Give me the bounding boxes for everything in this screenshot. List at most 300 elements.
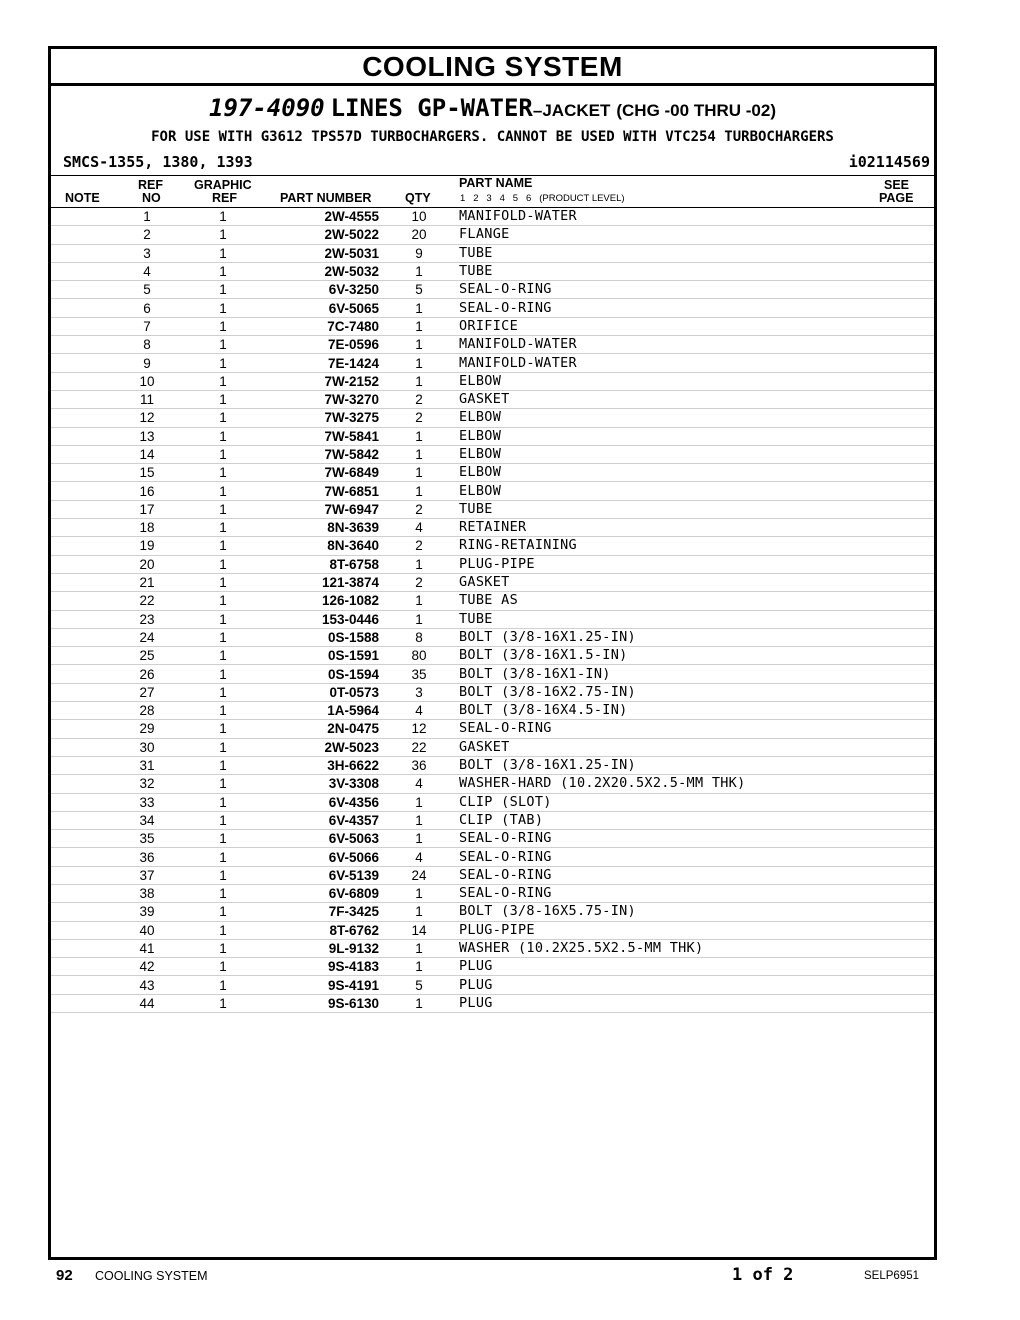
row-graphic-ref: 1 (183, 500, 263, 518)
row-qty: 1 (379, 592, 459, 610)
row-note (51, 519, 111, 537)
row-note (51, 537, 111, 555)
row-qty: 36 (379, 756, 459, 774)
row-part-number: 0S-1591 (263, 647, 379, 665)
page-frame (48, 46, 937, 1260)
col-graphic-line1: GRAPHIC (194, 178, 252, 192)
row-qty: 20 (379, 226, 459, 244)
row-ref-no: 28 (111, 702, 183, 720)
table-row (51, 537, 934, 555)
row-graphic-ref: 1 (183, 738, 263, 756)
row-part-number: 7W-3270 (263, 390, 379, 408)
row-ref-no: 8 (111, 336, 183, 354)
row-see-page (874, 811, 934, 829)
row-part-number: 2W-4555 (263, 208, 379, 226)
table-row (51, 793, 934, 811)
row-see-page (874, 921, 934, 939)
row-part-name: WASHER-HARD (10.2X20.5X2.5-MM THK) (459, 775, 874, 793)
row-part-name: SEAL-O-RING (459, 281, 874, 299)
table-row (51, 921, 934, 939)
row-see-page (874, 354, 934, 372)
row-part-name: TUBE (459, 244, 874, 262)
row-see-page (874, 720, 934, 738)
group-header (51, 94, 934, 147)
row-ref-no: 26 (111, 665, 183, 683)
group-part-number: 197-4090 (209, 94, 325, 122)
row-part-name: SEAL-O-RING (459, 866, 874, 884)
row-see-page (874, 555, 934, 573)
row-qty: 1 (379, 354, 459, 372)
row-qty: 1 (379, 939, 459, 957)
row-part-name: GASKET (459, 573, 874, 591)
row-note (51, 336, 111, 354)
row-part-name: MANIFOLD-WATER (459, 208, 874, 226)
col-ref-line1: REF (138, 178, 163, 192)
row-note (51, 866, 111, 884)
row-part-number: 3V-3308 (263, 775, 379, 793)
row-part-name: MANIFOLD-WATER (459, 336, 874, 354)
row-note (51, 793, 111, 811)
col-see-line1: SEE (884, 178, 910, 192)
row-graphic-ref: 1 (183, 464, 263, 482)
row-note (51, 390, 111, 408)
table-row (51, 756, 934, 774)
row-part-name: BOLT (3/8-16X1.25-IN) (459, 628, 874, 646)
row-qty: 1 (379, 830, 459, 848)
row-graphic-ref: 1 (183, 720, 263, 738)
table-row (51, 848, 934, 866)
row-note (51, 573, 111, 591)
row-see-page (874, 592, 934, 610)
row-graphic-ref: 1 (183, 994, 263, 1012)
row-ref-no: 40 (111, 921, 183, 939)
col-part-name: PART NAME (459, 176, 533, 190)
row-ref-no: 4 (111, 262, 183, 280)
row-part-number: 7W-5841 (263, 427, 379, 445)
row-note (51, 756, 111, 774)
group-usage-note: FOR USE WITH G3612 TPS57D TURBOCHARGERS. CANNOT BE USED WITH VTC254 TURBOCHARGERS (151, 129, 834, 145)
row-ref-no: 16 (111, 482, 183, 500)
row-note (51, 354, 111, 372)
row-part-name: TUBE (459, 500, 874, 518)
row-part-name: PLUG (459, 958, 874, 976)
row-see-page (874, 866, 934, 884)
table-row (51, 519, 934, 537)
row-graphic-ref: 1 (183, 866, 263, 884)
row-ref-no: 17 (111, 500, 183, 518)
row-graphic-ref: 1 (183, 262, 263, 280)
row-note (51, 317, 111, 335)
row-qty: 1 (379, 317, 459, 335)
row-see-page (874, 939, 934, 957)
row-graphic-ref: 1 (183, 592, 263, 610)
row-note (51, 592, 111, 610)
row-ref-no: 1 (111, 208, 183, 226)
row-qty: 14 (379, 921, 459, 939)
row-graphic-ref: 1 (183, 921, 263, 939)
row-part-number: 9S-6130 (263, 994, 379, 1012)
table-header (51, 175, 934, 208)
smcs-row (51, 153, 934, 175)
row-note (51, 903, 111, 921)
row-graphic-ref: 1 (183, 775, 263, 793)
row-see-page (874, 208, 934, 226)
table-row (51, 409, 934, 427)
row-see-page (874, 500, 934, 518)
row-see-page (874, 683, 934, 701)
row-note (51, 976, 111, 994)
row-part-name: SEAL-O-RING (459, 720, 874, 738)
row-part-name: BOLT (3/8-16X1-IN) (459, 665, 874, 683)
row-note (51, 848, 111, 866)
table-row (51, 354, 934, 372)
row-part-number: 0T-0573 (263, 683, 379, 701)
row-see-page (874, 830, 934, 848)
row-part-name: ELBOW (459, 464, 874, 482)
row-ref-no: 18 (111, 519, 183, 537)
row-note (51, 372, 111, 390)
row-note (51, 702, 111, 720)
row-part-number: 6V-3250 (263, 281, 379, 299)
table-row (51, 884, 934, 902)
row-part-name: ELBOW (459, 372, 874, 390)
row-graphic-ref: 1 (183, 445, 263, 463)
row-ref-no: 31 (111, 756, 183, 774)
row-qty: 1 (379, 884, 459, 902)
row-part-number: 3H-6622 (263, 756, 379, 774)
row-note (51, 281, 111, 299)
table-row (51, 720, 934, 738)
row-part-number: 7F-3425 (263, 903, 379, 921)
table-row (51, 555, 934, 573)
row-part-name: BOLT (3/8-16X5.75-IN) (459, 903, 874, 921)
row-see-page (874, 738, 934, 756)
row-qty: 35 (379, 665, 459, 683)
row-note (51, 683, 111, 701)
row-see-page (874, 390, 934, 408)
row-ref-no: 43 (111, 976, 183, 994)
row-see-page (874, 317, 934, 335)
row-graphic-ref: 1 (183, 317, 263, 335)
row-part-name: PLUG (459, 994, 874, 1012)
row-part-name: RING-RETAINING (459, 537, 874, 555)
row-note (51, 720, 111, 738)
row-qty: 1 (379, 903, 459, 921)
row-part-number: 0S-1588 (263, 628, 379, 646)
row-part-number: 7W-6849 (263, 464, 379, 482)
row-ref-no: 30 (111, 738, 183, 756)
row-part-name: TUBE (459, 610, 874, 628)
row-part-number: 126-1082 (263, 592, 379, 610)
row-see-page (874, 647, 934, 665)
row-part-name: SEAL-O-RING (459, 830, 874, 848)
row-ref-no: 39 (111, 903, 183, 921)
row-qty: 1 (379, 482, 459, 500)
row-part-name: CLIP (TAB) (459, 811, 874, 829)
row-note (51, 647, 111, 665)
row-part-number: 7W-2152 (263, 372, 379, 390)
row-ref-no: 7 (111, 317, 183, 335)
row-qty: 1 (379, 445, 459, 463)
row-qty: 4 (379, 848, 459, 866)
row-note (51, 830, 111, 848)
row-graphic-ref: 1 (183, 244, 263, 262)
row-graphic-ref: 1 (183, 647, 263, 665)
row-graphic-ref: 1 (183, 939, 263, 957)
row-qty: 2 (379, 390, 459, 408)
row-see-page (874, 537, 934, 555)
col-product-levels: 1 2 3 4 5 6 (PRODUCT LEVEL) (460, 193, 625, 204)
table-row (51, 683, 934, 701)
row-ref-no: 29 (111, 720, 183, 738)
row-graphic-ref: 1 (183, 976, 263, 994)
table-row (51, 994, 934, 1012)
row-part-name: CLIP (SLOT) (459, 793, 874, 811)
footer-page-number: 92 (56, 1267, 73, 1284)
table-row (51, 939, 934, 957)
row-qty: 22 (379, 738, 459, 756)
row-part-number: 2W-5023 (263, 738, 379, 756)
row-part-number: 6V-4357 (263, 811, 379, 829)
row-see-page (874, 262, 934, 280)
row-part-name: TUBE AS (459, 592, 874, 610)
row-qty: 9 (379, 244, 459, 262)
row-qty: 4 (379, 702, 459, 720)
row-graphic-ref: 1 (183, 482, 263, 500)
row-part-number: 7C-7480 (263, 317, 379, 335)
row-note (51, 409, 111, 427)
table-row (51, 226, 934, 244)
table-row (51, 482, 934, 500)
row-graphic-ref: 1 (183, 281, 263, 299)
row-part-name: SEAL-O-RING (459, 848, 874, 866)
row-graphic-ref: 1 (183, 555, 263, 573)
row-part-number: 2W-5031 (263, 244, 379, 262)
row-part-number: 9S-4191 (263, 976, 379, 994)
row-part-number: 6V-5139 (263, 866, 379, 884)
row-ref-no: 23 (111, 610, 183, 628)
row-qty: 12 (379, 720, 459, 738)
row-see-page (874, 519, 934, 537)
table-row (51, 811, 934, 829)
row-part-number: 153-0446 (263, 610, 379, 628)
row-graphic-ref: 1 (183, 958, 263, 976)
row-note (51, 427, 111, 445)
col-graphic-line2: REF (212, 191, 237, 205)
col-part-number: PART NUMBER (280, 191, 372, 205)
row-ref-no: 9 (111, 354, 183, 372)
row-see-page (874, 958, 934, 976)
group-name: LINES GP-WATER (330, 94, 533, 122)
page-footer (0, 1264, 1020, 1288)
row-see-page (874, 994, 934, 1012)
row-part-number: 8N-3639 (263, 519, 379, 537)
table-row (51, 445, 934, 463)
parts-table-body (51, 208, 934, 1013)
row-qty: 3 (379, 683, 459, 701)
row-graphic-ref: 1 (183, 830, 263, 848)
row-qty: 1 (379, 299, 459, 317)
row-qty: 5 (379, 976, 459, 994)
row-qty: 5 (379, 281, 459, 299)
row-graphic-ref: 1 (183, 208, 263, 226)
row-part-number: 7E-0596 (263, 336, 379, 354)
row-part-number: 7E-1424 (263, 354, 379, 372)
row-part-number: 6V-5063 (263, 830, 379, 848)
row-ref-no: 41 (111, 939, 183, 957)
row-ref-no: 20 (111, 555, 183, 573)
row-see-page (874, 281, 934, 299)
row-part-name: PLUG (459, 976, 874, 994)
row-part-number: 7W-3275 (263, 409, 379, 427)
row-see-page (874, 427, 934, 445)
row-qty: 2 (379, 500, 459, 518)
row-see-page (874, 793, 934, 811)
table-row (51, 866, 934, 884)
row-qty: 1 (379, 464, 459, 482)
smcs-codes: SMCS-1355, 1380, 1393 (63, 153, 253, 171)
row-graphic-ref: 1 (183, 573, 263, 591)
row-see-page (874, 610, 934, 628)
row-note (51, 262, 111, 280)
row-ref-no: 19 (111, 537, 183, 555)
row-graphic-ref: 1 (183, 903, 263, 921)
row-ref-no: 25 (111, 647, 183, 665)
row-graphic-ref: 1 (183, 299, 263, 317)
row-part-name: BOLT (3/8-16X1.25-IN) (459, 756, 874, 774)
table-row (51, 317, 934, 335)
row-graphic-ref: 1 (183, 610, 263, 628)
table-row (51, 775, 934, 793)
row-graphic-ref: 1 (183, 409, 263, 427)
row-note (51, 445, 111, 463)
table-row (51, 244, 934, 262)
row-part-name: MANIFOLD-WATER (459, 354, 874, 372)
table-row (51, 336, 934, 354)
illustration-id: i02114569 (848, 153, 930, 171)
row-ref-no: 34 (111, 811, 183, 829)
table-row (51, 427, 934, 445)
row-graphic-ref: 1 (183, 537, 263, 555)
row-part-name: ELBOW (459, 427, 874, 445)
row-part-name: ELBOW (459, 409, 874, 427)
table-row (51, 500, 934, 518)
row-qty: 2 (379, 409, 459, 427)
row-qty: 1 (379, 994, 459, 1012)
table-row (51, 610, 934, 628)
row-graphic-ref: 1 (183, 793, 263, 811)
row-see-page (874, 464, 934, 482)
row-graphic-ref: 1 (183, 848, 263, 866)
row-graphic-ref: 1 (183, 390, 263, 408)
row-note (51, 921, 111, 939)
row-qty: 1 (379, 555, 459, 573)
row-see-page (874, 299, 934, 317)
row-see-page (874, 573, 934, 591)
row-note (51, 811, 111, 829)
row-qty: 1 (379, 427, 459, 445)
group-name-suffix: –JACKET (532, 101, 611, 120)
row-note (51, 884, 111, 902)
table-row (51, 464, 934, 482)
row-part-number: 0S-1594 (263, 665, 379, 683)
table-row (51, 281, 934, 299)
row-see-page (874, 628, 934, 646)
row-ref-no: 11 (111, 390, 183, 408)
row-see-page (874, 226, 934, 244)
row-see-page (874, 409, 934, 427)
table-row (51, 830, 934, 848)
row-part-number: 6V-5065 (263, 299, 379, 317)
row-note (51, 958, 111, 976)
row-part-name: RETAINER (459, 519, 874, 537)
row-part-name: SEAL-O-RING (459, 884, 874, 902)
row-see-page (874, 372, 934, 390)
row-note (51, 226, 111, 244)
parts-table (51, 208, 934, 1013)
row-ref-no: 24 (111, 628, 183, 646)
row-note (51, 738, 111, 756)
row-part-name: BOLT (3/8-16X2.75-IN) (459, 683, 874, 701)
row-part-number: 8T-6762 (263, 921, 379, 939)
row-ref-no: 27 (111, 683, 183, 701)
row-graphic-ref: 1 (183, 756, 263, 774)
row-part-number: 121-3874 (263, 573, 379, 591)
row-ref-no: 38 (111, 884, 183, 902)
row-ref-no: 3 (111, 244, 183, 262)
row-part-number: 2N-0475 (263, 720, 379, 738)
table-row (51, 573, 934, 591)
row-see-page (874, 445, 934, 463)
row-part-number: 2W-5032 (263, 262, 379, 280)
row-ref-no: 32 (111, 775, 183, 793)
row-part-number: 7W-6851 (263, 482, 379, 500)
row-see-page (874, 756, 934, 774)
row-graphic-ref: 1 (183, 683, 263, 701)
footer-doc-id: SELP6951 (864, 1270, 919, 1282)
table-row (51, 665, 934, 683)
row-qty: 80 (379, 647, 459, 665)
row-graphic-ref: 1 (183, 372, 263, 390)
row-qty: 10 (379, 208, 459, 226)
row-ref-no: 44 (111, 994, 183, 1012)
col-qty: QTY (405, 191, 431, 205)
row-part-name: FLANGE (459, 226, 874, 244)
row-graphic-ref: 1 (183, 628, 263, 646)
row-ref-no: 33 (111, 793, 183, 811)
row-graphic-ref: 1 (183, 884, 263, 902)
row-part-number: 1A-5964 (263, 702, 379, 720)
row-ref-no: 12 (111, 409, 183, 427)
row-ref-no: 22 (111, 592, 183, 610)
row-note (51, 939, 111, 957)
row-note (51, 555, 111, 573)
row-part-name: BOLT (3/8-16X4.5-IN) (459, 702, 874, 720)
row-ref-no: 13 (111, 427, 183, 445)
row-part-name: BOLT (3/8-16X1.5-IN) (459, 647, 874, 665)
table-row (51, 628, 934, 646)
table-row (51, 592, 934, 610)
row-part-number: 9L-9132 (263, 939, 379, 957)
row-part-number: 8T-6758 (263, 555, 379, 573)
table-row (51, 299, 934, 317)
table-row (51, 903, 934, 921)
row-see-page (874, 244, 934, 262)
row-part-name: ORIFICE (459, 317, 874, 335)
row-part-number: 2W-5022 (263, 226, 379, 244)
row-note (51, 628, 111, 646)
row-part-name: ELBOW (459, 482, 874, 500)
